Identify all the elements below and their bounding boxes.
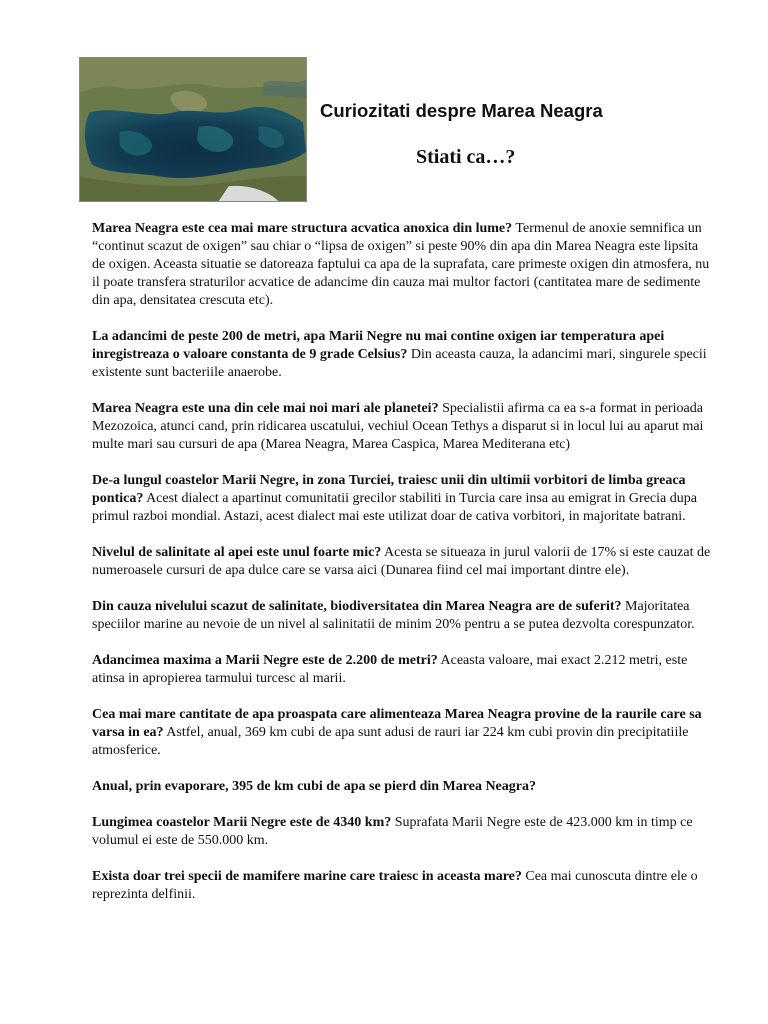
page-subtitle: Stiati ca…? bbox=[416, 146, 516, 168]
fact-question: Marea Neagra este cea mai mare structura acvatica anoxica din lume? bbox=[92, 221, 513, 236]
black-sea-satellite-image bbox=[79, 57, 307, 202]
fact-paragraph bbox=[92, 472, 714, 526]
fact-answer: Specialistii afirma ca ea s-a format in perioada Mezozoica, atunci cand, prin ridicarea uscatului, vechiul Ocean Tethys a disparut si in locul lui au aparut mai multe mari sau cursuri de apa (Marea Neagra, Marea Caspica, Marea Mediterana etc) bbox=[92, 401, 704, 452]
fact-answer: Aceasta valoare, mai exact 2.212 metri, este atinsa in apropierea tarmului turcesc al marii. bbox=[92, 653, 688, 686]
fact-question: Exista doar trei specii de mamifere marine care traiesc in aceasta mare? bbox=[92, 869, 522, 884]
fact-answer: Termenul de anoxie semnifica un “continut scazut de oxigen” sau chiar o “lipsa de oxigen” si peste 90% din apa din Marea Neagra este lipsita de oxigen. Aceasta situatie se datoreaza faptului ca apa de la suprafata, care primeste oxigen din atmosfera, nu il poate transfera straturilor acvatice de adancime din cauza mai multor factori (cantitatea mare de sedimente din apa, densitatea crescuta etc). bbox=[92, 221, 710, 308]
fact-answer: Suprafata Marii Negre este de 423.000 km in timp ce volumul ei este de 550.000 km. bbox=[92, 815, 693, 848]
fact-question: Adancimea maxima a Marii Negre este de 2.200 de metri? bbox=[92, 653, 438, 668]
fact-question: Marea Neagra este una din cele mai noi mari ale planetei? bbox=[92, 401, 439, 416]
fact-answer: Acest dialect a apartinut comunitatii grecilor stabiliti in Turcia care insa au emigrat in Grecia dupa primul razboi mondial. Astazi, acest dialect mai este utilizat doar de cativa vorbitori, in majoritate batrani. bbox=[92, 491, 697, 524]
fact-answer: Din aceasta cauza, la adancimi mari, singurele specii existente sunt bacteriile anaerobe. bbox=[92, 347, 707, 380]
fact-question: Anual, prin evaporare, 395 de km cubi de apa se pierd din Marea Neagra? bbox=[92, 779, 536, 794]
facts-list bbox=[92, 220, 714, 922]
fact-paragraph bbox=[92, 400, 714, 454]
fact-paragraph bbox=[92, 544, 714, 580]
fact-paragraph bbox=[92, 706, 714, 760]
fact-question: Lungimea coastelor Marii Negre este de 4340 km? bbox=[92, 815, 392, 830]
page-title: Curiozitati despre Marea Neagra bbox=[320, 100, 603, 121]
fact-answer: Cea mai cunoscuta dintre ele o reprezinta delfinii. bbox=[92, 869, 698, 902]
fact-answer: Astfel, anual, 369 km cubi de apa sunt adusi de rauri iar 224 km cubi provin din precipitatiile atmosferice. bbox=[92, 725, 689, 758]
fact-answer: Acesta se situeaza in jurul valorii de 17% si este cauzat de numeroasele cursuri de apa dulce care se varsa aici (Dunarea fiind cel mai important dintre ele). bbox=[92, 545, 711, 578]
fact-question: Cea mai mare cantitate de apa proaspata care alimenteaza Marea Neagra provine de la raurile care sa varsa in ea? bbox=[92, 707, 702, 740]
fact-paragraph bbox=[92, 814, 714, 850]
fact-paragraph bbox=[92, 220, 714, 310]
fact-question: De-a lungul coastelor Marii Negre, in zona Turciei, traiesc unii din ultimii vorbitori de limba greaca pontica? bbox=[92, 473, 686, 506]
fact-paragraph bbox=[92, 778, 714, 796]
fact-answer: Majoritatea speciilor marine au nevoie de un nivel al salinitatii de minim 20% pentru a se putea dezvolta corespunzator. bbox=[92, 599, 695, 632]
fact-question: La adancimi de peste 200 de metri, apa Marii Negre nu mai contine oxigen iar temperatura apei inregistreaza o valoare constanta de 9 grade Celsius? bbox=[92, 329, 665, 362]
fact-paragraph bbox=[92, 868, 714, 904]
fact-question: Din cauza nivelului scazut de salinitate, biodiversitatea din Marea Neagra are de suferit? bbox=[92, 599, 622, 614]
fact-question: Nivelul de salinitate al apei este unul foarte mic? bbox=[92, 545, 382, 560]
fact-paragraph bbox=[92, 652, 714, 688]
fact-paragraph bbox=[92, 598, 714, 634]
fact-paragraph bbox=[92, 328, 714, 382]
